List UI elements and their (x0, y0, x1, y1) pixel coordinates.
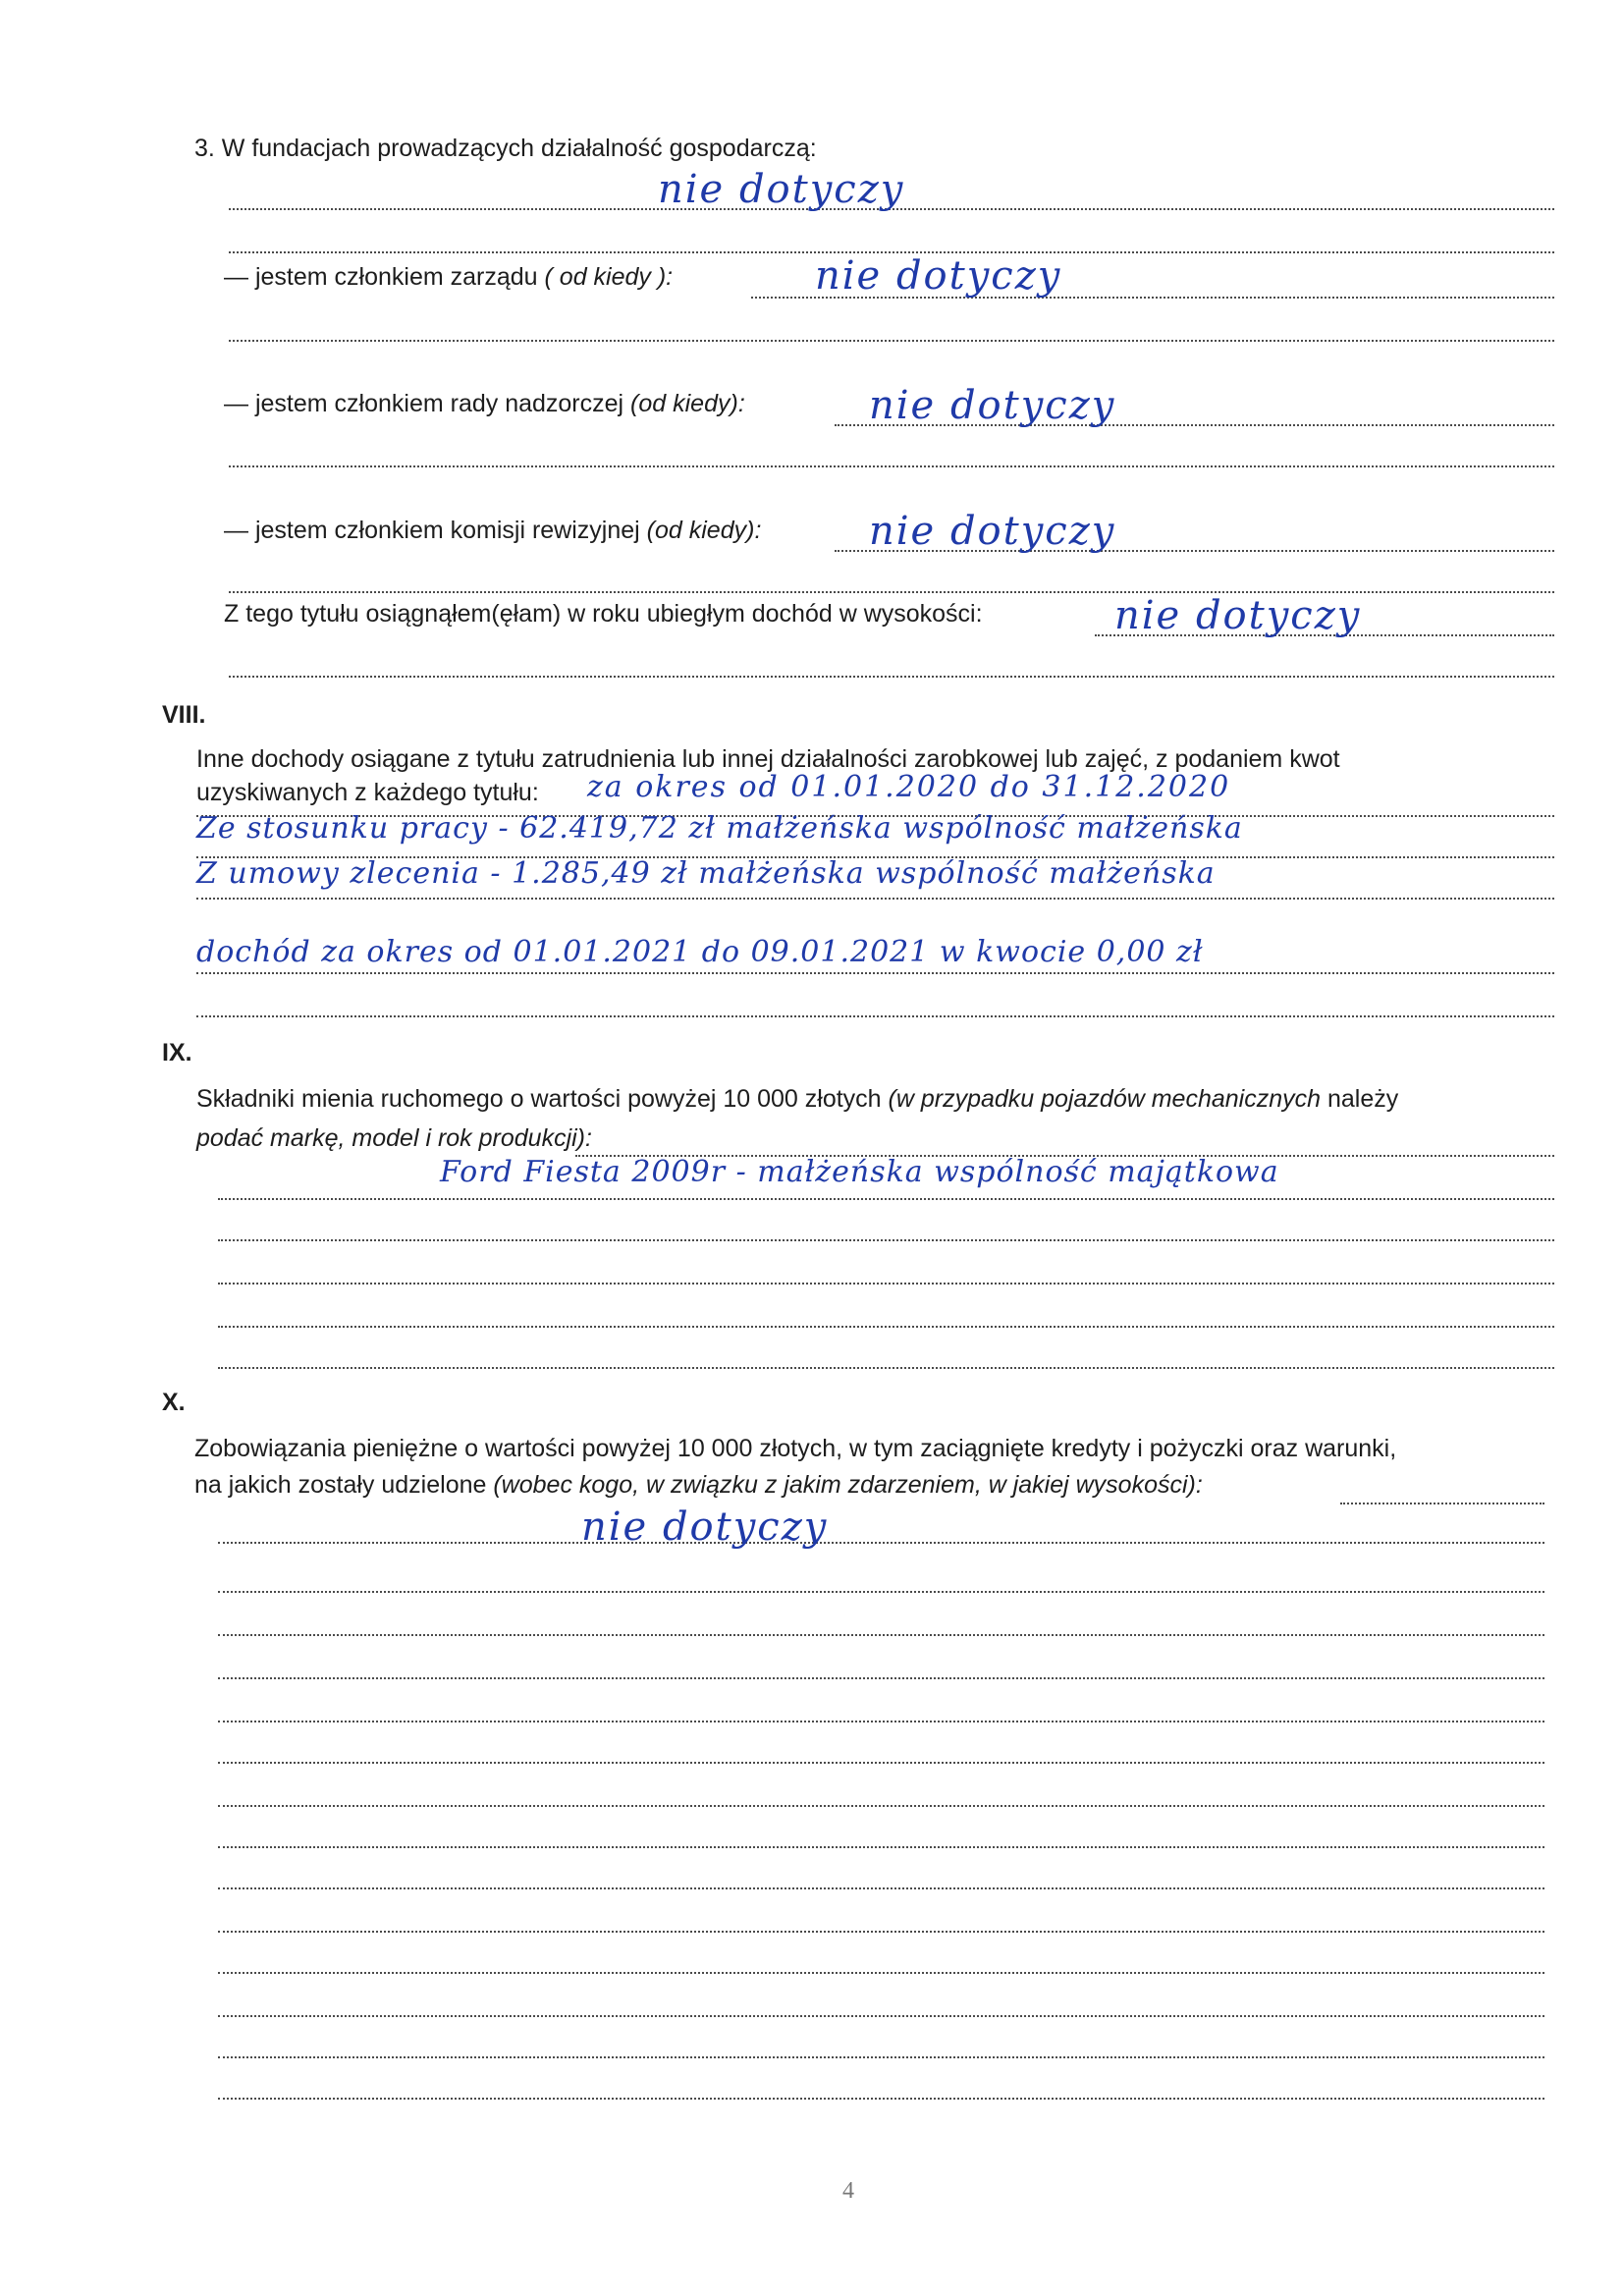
audit-label (224, 516, 761, 545)
dotted-line (218, 1721, 1544, 1722)
dotted-line (218, 1805, 1544, 1807)
section-ix-line1-italic: (w przypadku pojazdów mechanicznych (888, 1085, 1322, 1113)
dotted-line (218, 1634, 1544, 1636)
dotted-line (218, 1677, 1544, 1679)
section-viii-line2: uzyskiwanych z każdego tytułu: (196, 779, 539, 806)
dotted-line (229, 676, 1554, 678)
dotted-line (218, 1239, 1554, 1241)
dotted-line (218, 1972, 1544, 1974)
section-ix-line1-end: należy (1326, 1085, 1399, 1113)
board-label (224, 262, 673, 292)
page-number: 4 (842, 2178, 854, 2204)
dotted-line (218, 1198, 1554, 1200)
income-label: Z tego tytułu osiągnąłem(ęłam) w roku ubiegłym dochód w wysokości: (224, 600, 983, 628)
section-ix-handwritten: Ford Fiesta 2009r - małżeńska wspólność majątkowa (440, 1155, 1279, 1189)
audit-handwritten: nie dotyczy (869, 509, 1116, 554)
dotted-line (218, 1846, 1544, 1848)
board-handwritten: nie dotyczy (815, 253, 1062, 299)
dotted-line (218, 1542, 1544, 1544)
section-x-handwritten: nie dotyczy (581, 1504, 829, 1550)
section-viii-handwritten-1: za okres od 01.01.2020 do 31.12.2020 (587, 770, 1231, 804)
dotted-line (218, 1326, 1554, 1328)
section-ix-line1 (196, 1084, 1398, 1114)
dotted-line (218, 1887, 1544, 1889)
dotted-line (218, 1367, 1554, 1369)
item3-handwritten: nie dotyczy (658, 167, 905, 212)
section-x-line1: Zobowiązania pieniężne o wartości powyżej 10 000 złotych, w tym zaciągnięte kredyty i pożyczki oraz warunki, (194, 1435, 1397, 1462)
dotted-line (229, 465, 1554, 467)
dotted-line (218, 1931, 1544, 1933)
section-viii-heading: VIII. (162, 701, 206, 729)
dotted-line (196, 1015, 1554, 1017)
dotted-line (196, 898, 1554, 900)
dotted-line (1340, 1503, 1544, 1504)
section-viii-handwritten-2: Ze stosunku pracy - 62.419,72 zł małżeńska wspólność małżeńska (196, 811, 1243, 846)
section-x-line2-text: na jakich zostały udzielone (194, 1471, 487, 1499)
dotted-line (218, 2098, 1544, 2100)
dotted-line (229, 340, 1554, 342)
dotted-line (218, 1283, 1554, 1285)
section-x-line2-italic: (wobec kogo, w związku z jakim zdarzeniem, w jakiej wysokości): (493, 1471, 1203, 1499)
section-ix-line1-text: Składniki mienia ruchomego o wartości powyżej 10 000 złotych (196, 1085, 882, 1113)
dotted-line (218, 1762, 1544, 1764)
section-x-line2 (194, 1470, 1203, 1500)
section-x-heading: X. (162, 1389, 186, 1416)
dotted-line (196, 972, 1554, 974)
board-text: — jestem członkiem zarządu (224, 263, 538, 291)
supervisory-label (224, 389, 745, 418)
income-handwritten: nie dotyczy (1114, 593, 1362, 638)
section-viii-handwritten-4: dochód za okres od 01.01.2021 do 09.01.2021 w kwocie 0,00 zł (196, 935, 1204, 969)
dotted-line (218, 2056, 1544, 2058)
section-ix-line2: podać markę, model i rok produkcji): (196, 1124, 592, 1152)
board-paren: ( od kiedy ): (544, 263, 674, 291)
section-ix-heading: IX. (162, 1039, 192, 1066)
dotted-line (218, 1591, 1544, 1593)
supervisory-paren: (od kiedy): (630, 390, 745, 417)
audit-paren: (od kiedy): (646, 517, 762, 544)
dotted-line (218, 2015, 1544, 2017)
item3-label: 3. W fundacjach prowadzących działalność gospodarczą: (194, 135, 817, 162)
section-viii-line1: Inne dochody osiągane z tytułu zatrudnienia lub innej działalności zarobkowej lub zajęć, z podaniem kwot (196, 745, 1340, 773)
audit-text: — jestem członkiem komisji rewizyjnej (224, 517, 640, 544)
supervisory-text: — jestem członkiem rady nadzorczej (224, 390, 624, 417)
section-viii-handwritten-3: Z umowy zlecenia - 1.285,49 zł małżeńska wspólność małżeńska (196, 856, 1216, 891)
supervisory-handwritten: nie dotyczy (869, 383, 1116, 428)
